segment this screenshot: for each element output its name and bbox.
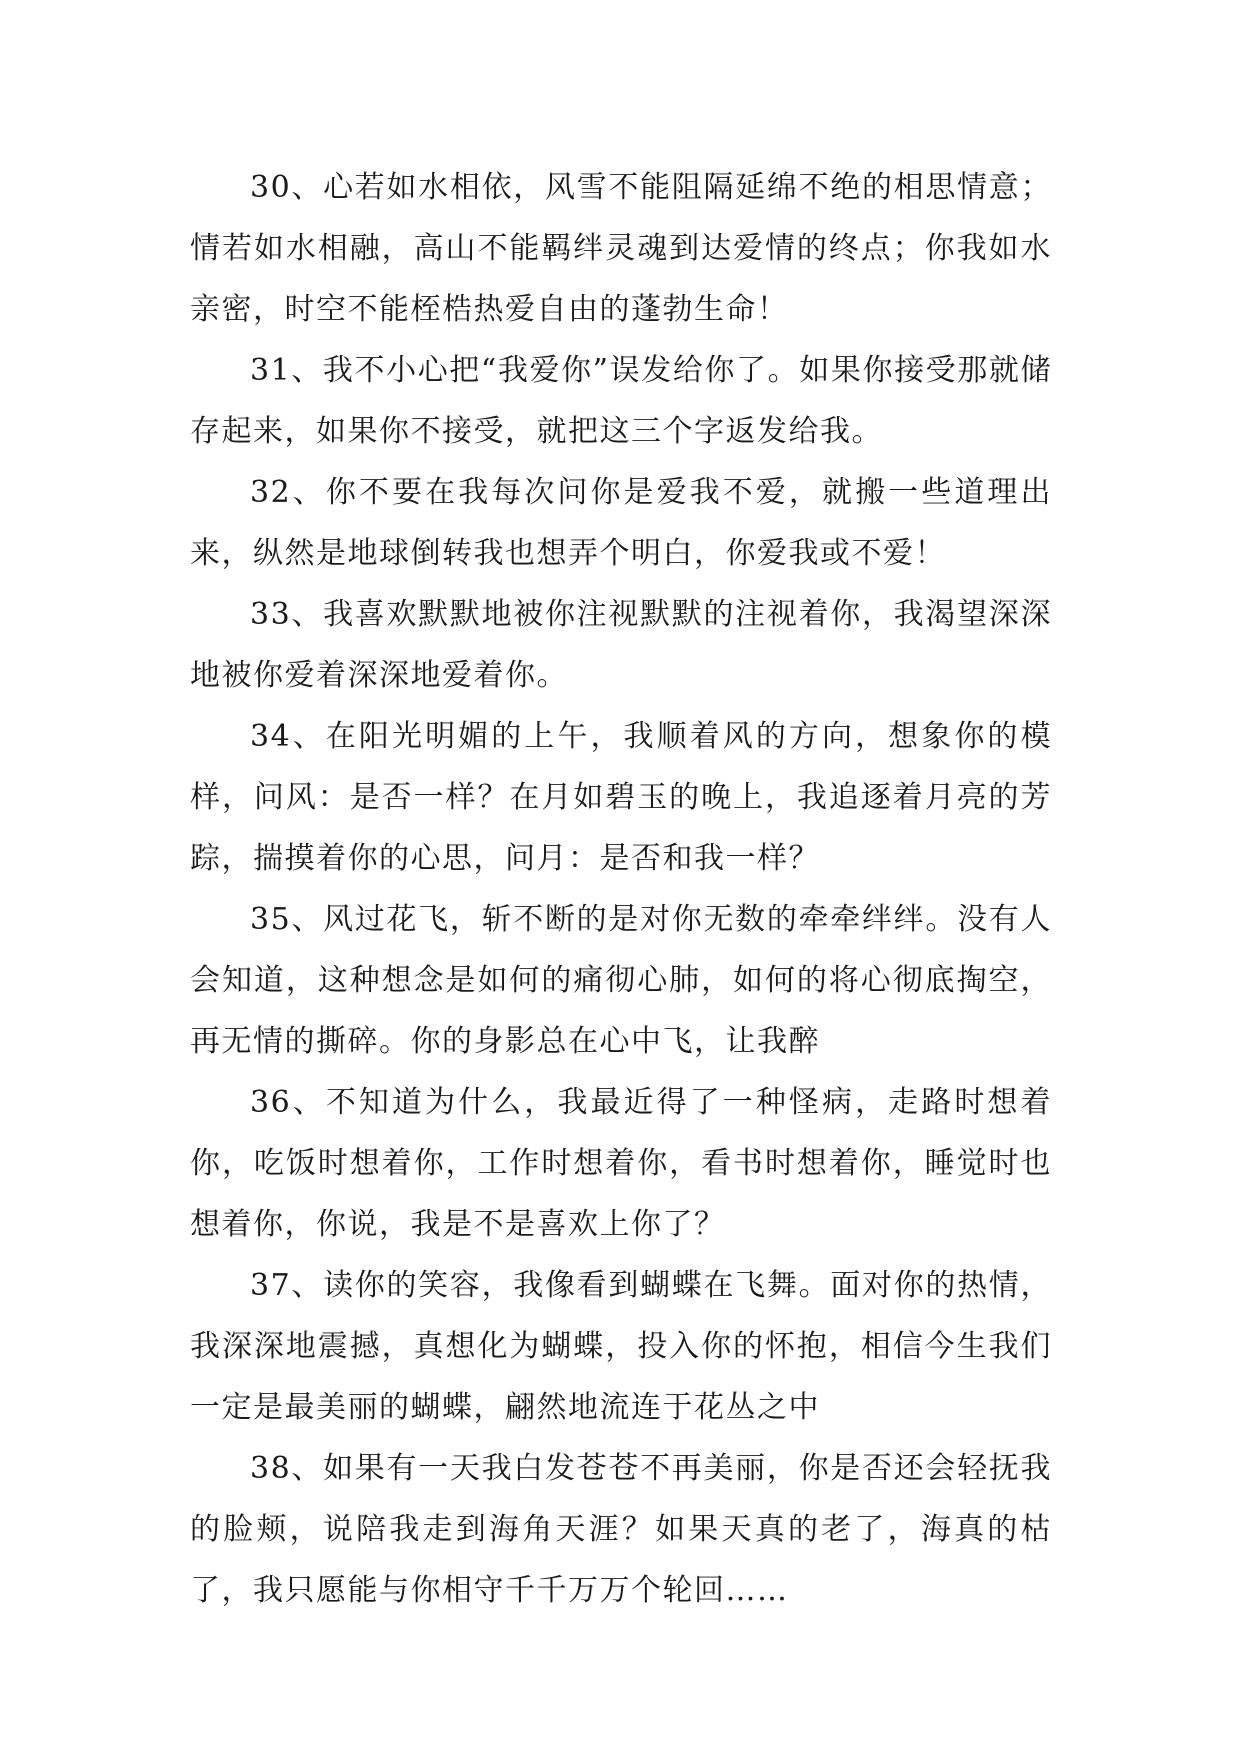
paragraph-34: 34、在阳光明媚的上午，我顺着风的方向，想象你的模样，问风：是否一样？在月如碧玉的晚上，我追逐着月亮的芳踪，揣摸着你的心思，问月：是否和我一样？ (190, 719, 1052, 876)
paragraph-30: 30、心若如水相依，风雪不能阻隔延绵不绝的相思情意；情若如水相融，高山不能羁绊灵魂到达爱情的终点；你我如水亲密，时空不能桎梏热爱自由的蓬勃生命！ (190, 170, 1052, 327)
paragraph-32: 32、你不要在我每次问你是爱我不爱，就搬一些道理出来，纵然是地球倒转我也想弄个明白，你爱我或不爱！ (190, 475, 1052, 571)
document-body (190, 157, 1052, 1621)
paragraph-35: 35、风过花飞，斩不断的是对你无数的牵牵绊绊。没有人会知道，这种想念是如何的痛彻心肺，如何的将心彻底掏空，再无情的撕碎。你的身影总在心中飞，让我醉 (190, 902, 1052, 1059)
paragraph-38: 38、如果有一天我白发苍苍不再美丽，你是否还会轻抚我的脸颊，说陪我走到海角天涯？如果天真的老了，海真的枯了，我只愿能与你相守千千万万个轮回…… (190, 1451, 1052, 1608)
paragraph-36: 36、不知道为什么，我最近得了一种怪病，走路时想着你，吃饭时想着你，工作时想着你，看书时想着你，睡觉时也想着你，你说，我是不是喜欢上你了？ (190, 1085, 1052, 1242)
paragraph-33: 33、我喜欢默默地被你注视默默的注视着你，我渴望深深地被你爱着深深地爱着你。 (190, 597, 1052, 693)
paragraph-31: 31、我不小心把“我爱你”误发给你了。如果你接受那就储存起来，如果你不接受，就把这三个字返发给我。 (190, 353, 1052, 449)
paragraph-37: 37、读你的笑容，我像看到蝴蝶在飞舞。面对你的热情，我深深地震撼，真想化为蝴蝶，投入你的怀抱，相信今生我们一定是最美丽的蝴蝶，翩然地流连于花丛之中 (190, 1268, 1052, 1425)
